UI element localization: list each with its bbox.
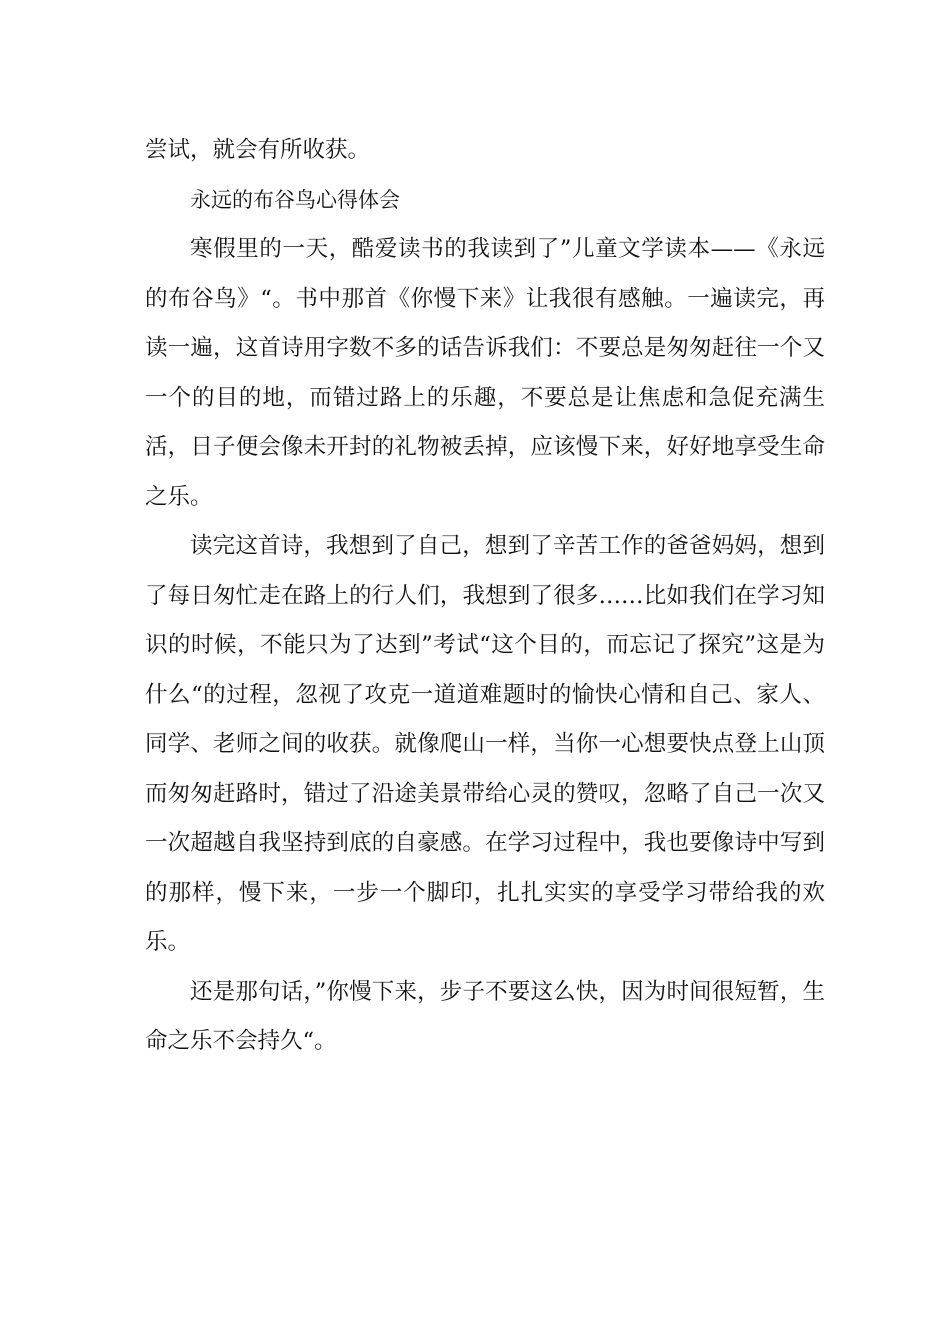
paragraph-3: 还是那句话，”你慢下来，步子不要这么快，因为时间很短暂，生命之乐不会持久“。 [145, 978, 825, 1054]
paragraph-2: 读完这首诗，我想到了自己，想到了辛苦工作的爸爸妈妈，想到了每日匆忙走在路上的行人们，我想到了很多……比如我们在学习知识的时候，不能只为了达到”考试“这个目的，而忘记了探究”这是为什么“的过程，忽视了攻克一道道难题时的愉快心情和自己、家人、同学、老师之间的收获。就像爬山一样，当你一心想要快点登上山顶而匆匆赶路时，错过了沿途美景带给心灵的赞叹，忽略了自己一次又一次超越自我坚持到底的自豪感。在学习过程中，我也要像诗中写到的那样，慢下来，一步一个脚印，扎扎实实的享受学习带给我的欢乐。 [145, 533, 825, 955]
paragraph-continuation: 尝试，就会有所收获。 [145, 137, 371, 163]
document-body [145, 126, 825, 1067]
paragraph-1: 寒假里的一天，酷爱读书的我读到了”儿童文学读本——《永远的布谷鸟》“。书中那首《你慢下来》让我很有感触。一遍读完，再读一遍，这首诗用字数不多的话告诉我们：不要总是匆匆赶往一个又一个的目的地，而错过路上的乐趣，不要总是让焦虑和急促充满生活，日子便会像未开封的礼物被丢掉，应该慢下来，好好地享受生命之乐。 [145, 236, 825, 510]
section-title: 永远的布谷鸟心得体会 [190, 187, 400, 212]
